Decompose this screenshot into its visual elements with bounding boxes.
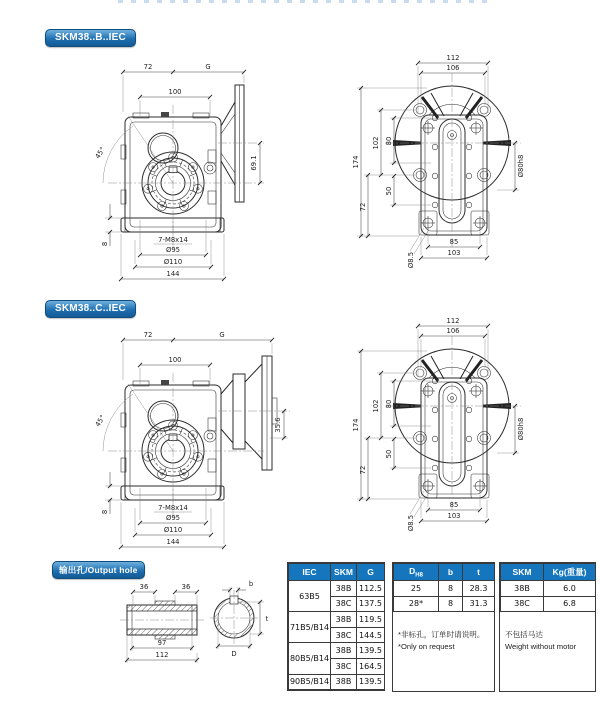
dim-72: 72 [359,202,367,212]
dim-103: 103 [447,249,461,257]
section-label-b5: SKM38..B..IEC [45,29,136,47]
motor-flange-bell-long [221,356,277,470]
dim-d8-5: Ø8.5 [407,514,415,532]
bore-note [393,612,494,653]
cell-t: 31.3 [463,596,495,612]
cell-iec: 90B5/B14 [289,674,331,690]
dim-d80h8: Ø80h8 [517,154,525,178]
cell-skm: 38C [331,627,357,643]
dim-100: 100 [168,356,182,364]
dim-36-left: 36 [139,583,149,591]
dim-d: D [231,650,237,658]
cell-iec: 80B5/B14 [289,643,331,674]
cell-g: 139.5 [357,674,385,690]
bore-note-cn: *非标孔，订单时请说明。 [398,630,485,640]
dim-36-right: 36 [181,583,191,591]
dim-b: b [248,580,254,588]
dim-112: 112 [446,318,460,325]
dim-angle: 45° [93,145,107,161]
dim-106: 106 [446,64,460,72]
dimensions [357,324,519,523]
dim-72: 72 [143,331,153,339]
col-header-skm: SKM [501,564,544,581]
dim-72: 72 [143,63,153,71]
dim-72: 72 [359,465,367,475]
dim-103: 103 [447,512,461,520]
dim-69-1: 69.1 [250,155,258,171]
dim-85: 85 [449,501,459,509]
cell-g: 144.5 [357,627,385,643]
bore-cross-section [210,590,258,646]
table-row [394,596,495,612]
drawing-front-b-version [58,50,308,295]
bore-note-en: *Only on request [398,641,455,651]
dim-d80h8: Ø80h8 [517,417,525,441]
dimensions [357,61,519,260]
table-row [501,596,596,612]
dim-50: 50 [385,186,393,196]
dim-g: G [205,63,211,71]
bore-table [393,563,495,612]
weight-note-cn: 不包括马达 [505,630,543,640]
cell-skm: 38C [501,596,544,612]
centerlines [385,73,521,247]
col-header-kg: Kg(重量) [544,564,596,581]
dim-bolts: 7-M8x14 [158,504,188,512]
cell-b: 8 [439,581,463,597]
oil-plug [204,430,216,442]
dim-8: 8 [101,509,109,515]
table-row [394,581,495,597]
input-shaft-circle [148,133,178,163]
weight-note-en: Weight without motor [505,641,577,651]
dim-g: G [219,331,225,339]
dim-85: 85 [449,238,459,246]
dim-112: 112 [446,55,460,62]
dim-102: 102 [372,399,380,413]
dim-97: 97 [157,639,167,647]
drawing-side-c-version [335,318,545,563]
table-weight [499,562,596,692]
dim-112: 112 [155,651,169,659]
dim-35-6: 35.6 [274,417,282,433]
dim-t: t [265,615,269,623]
cell-skm: 38B [501,581,544,597]
cell-skm: 38B [331,643,357,659]
col-header-g: G [357,564,385,581]
output-hole-label: 输出孔/Output hole [52,561,145,579]
dim-144: 144 [166,538,180,546]
col-header-t: t [463,564,495,581]
dim-100: 100 [168,88,182,96]
cell-g: 137.5 [357,596,385,612]
col-header-skm: SKM [331,564,357,581]
dim-144: 144 [166,270,180,278]
dim-bolts: 7-M8x14 [158,236,188,244]
oil-plug [204,162,216,174]
drawing-side-b-version [335,55,545,300]
col-header-dh8: $D_{H8}$ [394,564,439,581]
table-iec-g [287,562,385,691]
input-shaft-circle [148,401,178,431]
col-header-iec: IEC [289,564,331,581]
dim-8: 8 [101,241,109,247]
cell-g: 112.5 [357,581,385,597]
table-row [289,674,385,690]
dim-80: 80 [385,136,393,146]
section-label-c5: SKM38..C..IEC [45,300,136,318]
table-row [501,581,596,597]
cell-t: 28.3 [463,581,495,597]
cell-skm: 38B [331,612,357,628]
centerlines [385,336,521,510]
motor-flange-bell [221,85,244,202]
table-row [289,581,385,597]
table-row [289,643,385,659]
cell-d: 25 [394,581,439,597]
dim-174: 174 [352,155,360,169]
angle-annotation [94,116,173,183]
dimensions [105,70,262,281]
cell-b: 8 [439,596,463,612]
angle-annotation [94,384,173,451]
dim-angle: 45° [93,413,107,429]
dim-50: 50 [385,449,393,459]
drawing-output-hole [112,578,277,673]
dim-d8-5: Ø8.5 [407,251,415,269]
dimensions [125,587,264,663]
dim-106: 106 [446,327,460,335]
drawing-front-c-version [58,318,308,563]
cell-iec: 63B5 [289,581,331,612]
cell-skm: 38C [331,658,357,674]
iec-g-table [288,563,385,690]
cell-g: 139.5 [357,643,385,659]
dim-d95: Ø95 [166,246,180,254]
cell-g: 119.5 [357,612,385,628]
cropped-header-text [118,0,490,3]
weight-note [500,612,595,653]
dim-d110: Ø110 [163,258,183,266]
cell-d: 28* [394,596,439,612]
cell-kg: 6.8 [544,596,596,612]
dim-d95: Ø95 [166,514,180,522]
cell-skm: 38C [331,596,357,612]
weight-table [500,563,596,612]
dim-80: 80 [385,399,393,409]
dim-102: 102 [372,136,380,150]
table-bore [392,562,495,692]
dim-d110: Ø110 [163,526,183,534]
cell-skm: 38B [331,581,357,597]
col-header-b: b [439,564,463,581]
cell-g: 164.5 [357,658,385,674]
cell-skm: 38B [331,674,357,690]
cell-kg: 6.0 [544,581,596,597]
table-row [289,612,385,628]
cell-iec: 71B5/B14 [289,612,331,643]
centerlines [108,105,264,250]
dim-174: 174 [352,418,360,432]
